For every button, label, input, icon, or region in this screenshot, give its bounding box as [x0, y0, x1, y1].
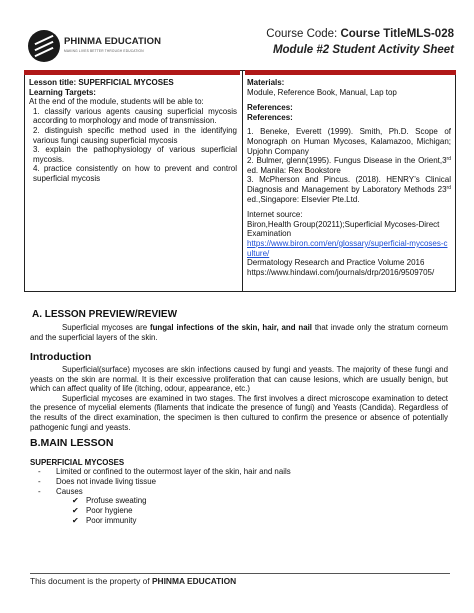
target-item: 4. practice consistently on how to prevent and control superficial mycosis: [33, 164, 237, 183]
accent-bar-left: [24, 70, 240, 75]
check-icon: ✔: [72, 506, 79, 516]
intro-paragraph: Superficial(surface) mycoses are skin infections caused by fungi and yeasts. The majority of these fungi and yeasts on the skin are normal. It is their excessive proliferation that can cause lesions, which are usually benign, but which can affect quality of life (itching, odour, appearance, etc.): [30, 365, 448, 394]
check-icon: ✔: [72, 515, 79, 525]
module-title: Module #2 Student Activity Sheet: [272, 44, 454, 56]
accent-bar-right: [245, 70, 456, 75]
intro-paragraph: Superficial mycoses are examined in two stages. The first involves a direct microscope examination to detect the presence of mycelial elements (filaments that indicate the presence of fungi) and Yeasts (Candida). Regardless of the results of the direct examination, the specimen is then cultured to confirm the presence or absence of potentially pathogenic fungi and yeasts.: [30, 393, 448, 432]
main-lesson-heading: B.MAIN LESSON: [30, 437, 114, 449]
introduction-heading: Introduction: [30, 351, 92, 363]
table-divider: [242, 70, 243, 292]
course-code: Course Code: Course TitleMLS-028: [266, 28, 454, 40]
footer-text: This document is the property of PHINMA EDUCATION: [30, 576, 237, 586]
targets-intro: At the end of the module, students will be able to:: [29, 97, 204, 107]
targets-heading: Learning Targets:: [29, 87, 96, 97]
footer-divider: [30, 573, 450, 574]
list-item: - Limited or confined to the outermost layer of the skin, hair and nails: [38, 467, 291, 476]
materials-cell: [247, 78, 451, 277]
cause-item: ✔ Poor hygiene: [72, 506, 133, 516]
check-icon: ✔: [72, 496, 79, 506]
reference-item: 1. Beneke, Everett (1999). Smith, Ph.D. Scope of Monograph on Human Mycoses, Kalamazoo, Michigan; Upjohn Company: [247, 127, 451, 156]
phinma-logo-icon: [28, 30, 60, 62]
target-item: 3. explain the pathophysiology of various superficial mycosis.: [33, 145, 237, 164]
superficial-mycoses-subheading: SUPERFICIAL MYCOSES: [30, 458, 125, 467]
org-tagline: MAKING LIVES BETTER THROUGH EDUCATION: [64, 49, 144, 53]
introduction-text: [30, 365, 448, 432]
references-heading: References:: [247, 103, 293, 113]
list-item: - Does not invade living tissue: [38, 476, 157, 486]
reference-item: 2. Bulmer, glenn(1995). Fungus Disease in the Orient,3rd ed. Manila: Rex Bookstore: [247, 156, 451, 175]
materials-heading: Materials:: [247, 78, 285, 87]
list-item: - Causes: [38, 486, 83, 496]
lesson-preview-heading: A. LESSON PREVIEW/REVIEW: [32, 309, 178, 320]
lesson-title: Lesson title: SUPERFICIAL MYCOSES: [29, 78, 174, 87]
internet-source: Dermatology Research and Practice Volume 2016: [247, 258, 425, 268]
reference-item: 3. McPherson and Pincus. (2018). HENRY’s Clinical Diagnosis and Management by Laboratory Methods 23rd ed.,Singapore: Elsevier Pte.Ltd.: [247, 175, 451, 204]
internet-heading: Internet source:: [247, 210, 303, 220]
lesson-preview-text: Superficial mycoses are fungal infections of the skin, hair, and nail that invade only the stratum corneum and the superficial layers of the skin.: [30, 323, 448, 342]
org-name: PHINMA EDUCATION: [64, 36, 162, 47]
references-subheading: References:: [247, 112, 293, 122]
cause-item: ✔ Profuse sweating: [72, 496, 147, 506]
lesson-cell: [29, 78, 237, 184]
internet-source: https://www.hindawi.com/journals/drp/2016/9509705/: [247, 267, 435, 277]
materials-list: Module, Reference Book, Manual, Lap top: [247, 87, 397, 97]
target-item: 2. distinguish specific method used in the identifying various fungi causing superficial mycosis: [33, 125, 237, 145]
source-link[interactable]: https://www.biron.com/en/glossary/superficial-mycoses-culture/: [247, 238, 448, 258]
target-item: 1. classify various agents causing superficial mycosis according to morphology and mode of transmission.: [33, 106, 237, 126]
phinma-logo: [28, 30, 198, 64]
cause-item: ✔ Poor immunity: [72, 515, 137, 525]
internet-source: Biron,Health Group(20211);Superficial Mycoses-Direct Examination: [247, 219, 440, 239]
mycoses-list: [38, 467, 291, 526]
